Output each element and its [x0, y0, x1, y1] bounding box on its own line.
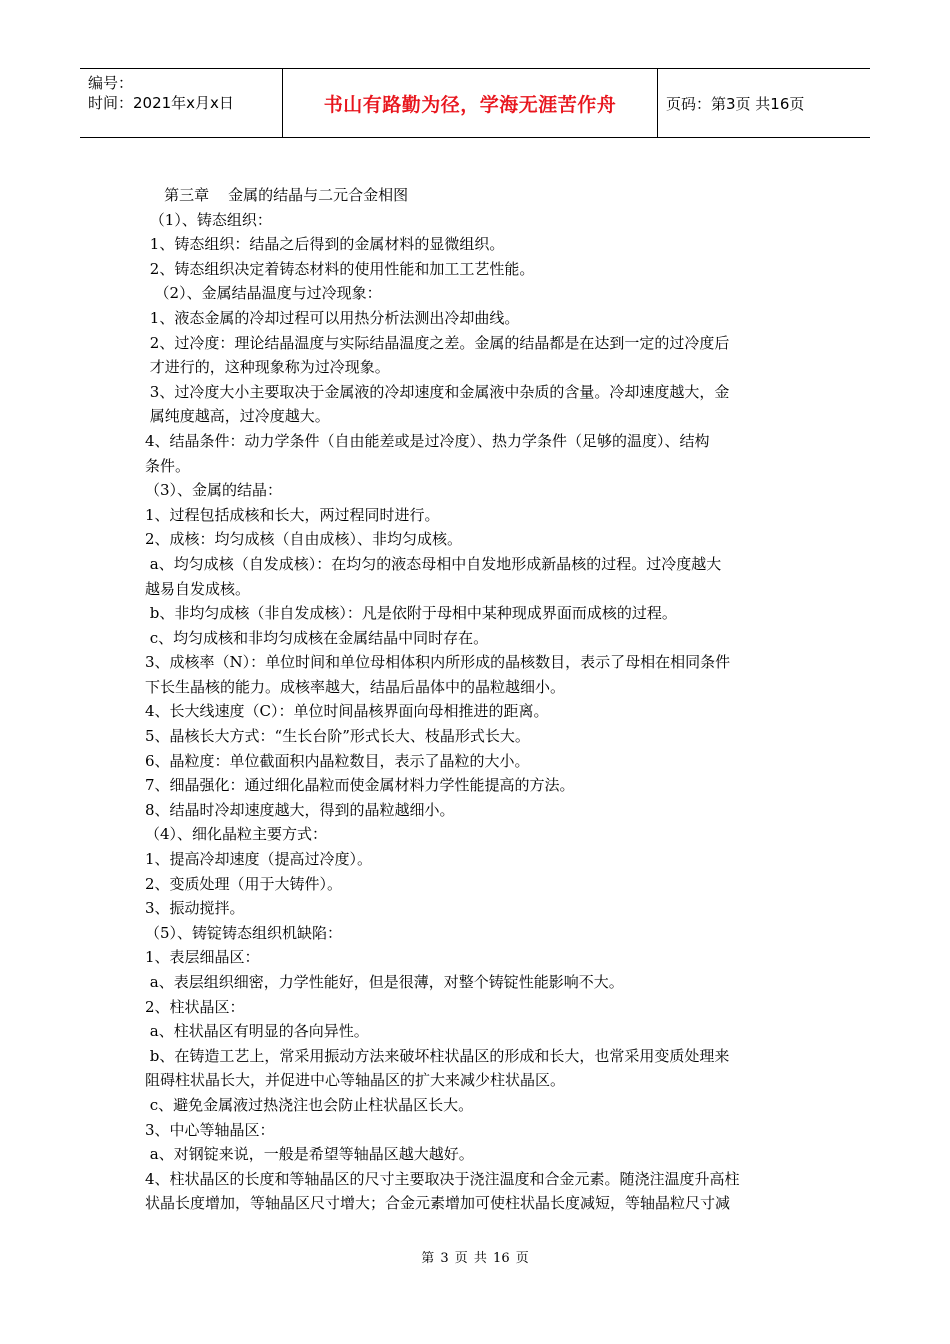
body-line: a、表层组织细密，力学性能好，但是很薄，对整个铸锭性能影响不大。: [145, 973, 624, 991]
body-line: a、对钢锭来说，一般是希望等轴晶区越大越好。: [145, 1145, 474, 1164]
motto-text: 书山有路勤为径，学海无涯苦作舟: [323, 93, 617, 116]
time-label: 时间：2021年x月x日: [88, 94, 234, 112]
body-line: （4）、细化晶粒主要方式：: [145, 825, 328, 844]
body-line: 2、成核：均匀成核（自由成核）、非均匀成核。: [145, 530, 463, 549]
body-line: 属纯度越高，过冷度越大。: [145, 407, 330, 426]
body-line: 2、铸态组织决定着铸态材料的使用性能和加工工艺性能。: [145, 259, 535, 278]
header-meta-cell: [80, 69, 283, 137]
page-code: 页码：第3页 共16页: [666, 94, 805, 113]
body-line: 3、成核率（N）：单位时间和单位母相体积内所形成的晶核数目，表示了母相在相同条件: [145, 653, 731, 672]
body-line: 1、提高冷却速度（提高过冷度）。: [145, 850, 373, 869]
header-motto-cell: [283, 69, 658, 137]
body-line: 越易自发成核。: [145, 579, 251, 598]
document-body: [145, 183, 815, 1216]
serial-number-label: 编号：: [88, 74, 134, 92]
body-line: 4、柱状晶区的长度和等轴晶区的尺寸主要取决于浇注温度和合金元素。随浇注温度升高柱: [145, 1169, 740, 1188]
body-line: c、避免金属液过热浇注也会防止柱状晶区长大。: [145, 1095, 474, 1114]
body-line: 4、结晶条件：动力学条件（自由能差或是过冷度）、热力学条件（足够的温度）、结构: [145, 431, 710, 450]
body-line: 3、过冷度大小主要取决于金属液的冷却速度和金属液中杂质的含量。冷却速度越大，金: [145, 382, 730, 401]
body-line: 才进行的，这种现象称为过冷现象。: [145, 358, 390, 377]
body-line: （5）、铸锭铸态组织机缺陷：: [145, 923, 343, 942]
body-line: 状晶长度增加，等轴晶区尺寸增大；合金元素增加可使柱状晶长度减短，等轴晶粒尺寸减: [145, 1194, 731, 1213]
page-footer: 第 3 页 共 16 页: [421, 1251, 529, 1266]
body-line: 6、晶粒度：单位截面积内晶粒数目，表示了晶粒的大小。: [145, 751, 530, 770]
body-line: a、均匀成核（自发成核）：在均匀的液态母相中自发地形成新晶核的过程。过冷度越大: [145, 554, 722, 573]
body-line: 3、中心等轴晶区：: [145, 1120, 275, 1139]
body-line: 7、细晶强化：通过细化晶粒而使金属材料力学性能提高的方法。: [145, 776, 575, 795]
body-line: （2）、金属结晶温度与过冷现象：: [145, 284, 382, 303]
body-line: 1、液态金属的冷却过程可以用热分析法测出冷却曲线。: [145, 308, 520, 327]
body-line: 2、柱状晶区：: [145, 997, 245, 1016]
body-line: 4、长大线速度（C）：单位时间晶核界面向母相推进的距离。: [145, 702, 549, 721]
body-line: 1、铸态组织：结晶之后得到的金属材料的显微组织。: [145, 235, 505, 254]
body-line: 2、变质处理（用于大铸件）。: [145, 874, 343, 893]
body-line: b、非均匀成核（非自发成核）：凡是依附于母相中某种现成界面而成核的过程。: [145, 604, 677, 623]
body-line: （3）、金属的结晶：: [145, 481, 283, 500]
body-line: （1）、铸态组织：: [145, 210, 272, 229]
body-line: 2、过冷度：理论结晶温度与实际结晶温度之差。金属的结晶都是在达到一定的过冷度后: [145, 333, 730, 352]
body-line: 3、振动搅拌。: [145, 899, 245, 918]
body-line: 阻碍柱状晶长大，并促进中心等轴晶区的扩大来减少柱状晶区。: [145, 1071, 566, 1090]
header-page-cell: [658, 69, 870, 137]
body-line: c、均匀成核和非均匀成核在金属结晶中同时存在。: [145, 628, 489, 647]
body-line: 1、过程包括成核和长大，两过程同时进行。: [145, 505, 440, 524]
body-line: 第三章 金属的结晶与二元合金相图: [145, 186, 409, 204]
body-line: 条件。: [145, 456, 191, 475]
body-line: 5、晶核长大方式：“生长台阶”形式长大、枝晶形式长大。: [145, 727, 530, 746]
page-header: [80, 68, 870, 138]
body-line: 8、结晶时冷却速度越大，得到的晶粒越细小。: [145, 800, 455, 819]
body-line: 下长生晶核的能力。成核率越大，结晶后晶体中的晶粒越细小。: [145, 677, 566, 696]
body-line: b、在铸造工艺上，常采用振动方法来破坏柱状晶区的形成和长大，也常采用变质处理来: [145, 1046, 730, 1065]
body-line: a、柱状晶区有明显的各向异性。: [145, 1022, 369, 1041]
body-line: 1、表层细晶区：: [145, 948, 260, 967]
